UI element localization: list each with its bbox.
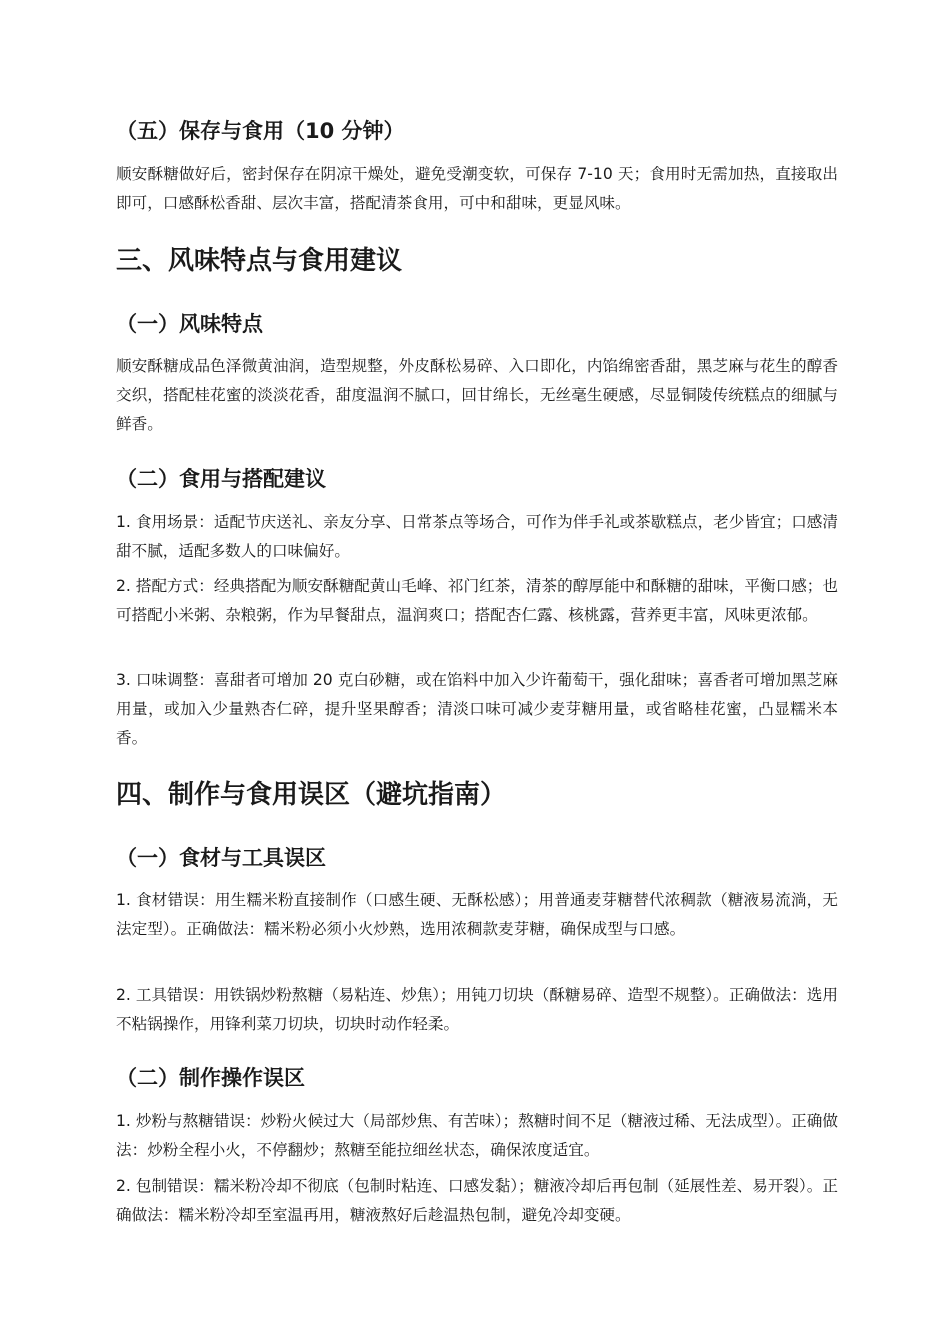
operation-heading: （二）制作操作误区 [116, 1066, 305, 1090]
list-item: 2. 搭配方式：经典搭配为顺安酥糖配黄山毛峰、祁门红茶，清茶的醇厚能中和酥糖的甜味，平衡口感；也可搭配小米粥、杂粮粥，作为早餐甜点，温润爽口；搭配杏仁露、核桃露，营养更丰富，风味更浓郁。 [116, 577, 838, 624]
storage-heading: （五）保存与食用（10 分钟） [116, 119, 405, 143]
list-item: 3. 口味调整：喜甜者可增加 20 克白砂糖，或在馅料中加入少许葡萄干，强化甜味；喜香者可增加黑芝麻用量，或加入少量熟杏仁碎，提升坚果醇香；清淡口味可减少麦芽糖用量，或省略桂花蜜，凸显糯米本香。 [116, 671, 838, 747]
list-item: 2. 包制错误：糯米粉冷却不彻底（包制时粘连、口感发黏）；糖液冷却后再包制（延展性差、易开裂）。正确做法：糯米粉冷却至室温再用，糖液熬好后趁温热包制，避免冷却变硬。 [116, 1177, 838, 1224]
list-item: 1. 炒粉与熬糖错误：炒粉火候过大（局部炒焦、有苦味）；熬糖时间不足（糖液过稀、无法成型）。正确做法：炒粉全程小火，不停翻炒；熬糖至能拉细丝状态，确保浓度适宜。 [116, 1112, 838, 1159]
ingredient-heading: （一）食材与工具误区 [116, 846, 326, 870]
flavor-heading: （一）风味特点 [116, 312, 263, 336]
list-item: 2. 工具错误：用铁锅炒粉熬糖（易粘连、炒焦）；用钝刀切块（酥糖易碎、造型不规整）。正确做法：选用不粘锅操作，用锋利菜刀切块，切块时动作轻柔。 [116, 986, 838, 1033]
flavor-paragraph: 顺安酥糖成品色泽微黄油润，造型规整，外皮酥松易碎、入口即化，内馅绵密香甜，黑芝麻与花生的醇香交织，搭配桂花蜜的淡淡花香，甜度温润不腻口，回甘绵长，无丝毫生硬感，尽显铜陵传统糕点的细腻与鲜香。 [116, 357, 838, 433]
part3-heading: 三、风味特点与食用建议 [116, 246, 403, 276]
list-item: 1. 食材错误：用生糯米粉直接制作（口感生硬、无酥松感）；用普通麦芽糖替代浓稠款（糖液易流淌，无法定型）。正确做法：糯米粉必须小火炒熟，选用浓稠款麦芽糖，确保成型与口感。 [116, 891, 838, 938]
suggest-heading: （二）食用与搭配建议 [116, 467, 326, 491]
storage-paragraph: 顺安酥糖做好后，密封保存在阴凉干燥处，避免受潮变软，可保存 7-10 天；食用时无需加热，直接取出即可，口感酥松香甜、层次丰富，搭配清茶食用，可中和甜味，更显风味。 [116, 165, 838, 212]
part4-heading: 四、制作与食用误区（避坑指南） [116, 780, 507, 810]
list-item: 1. 食用场景：适配节庆送礼、亲友分享、日常茶点等场合，可作为伴手礼或茶歇糕点，老少皆宜；口感清甜不腻，适配多数人的口味偏好。 [116, 513, 838, 560]
